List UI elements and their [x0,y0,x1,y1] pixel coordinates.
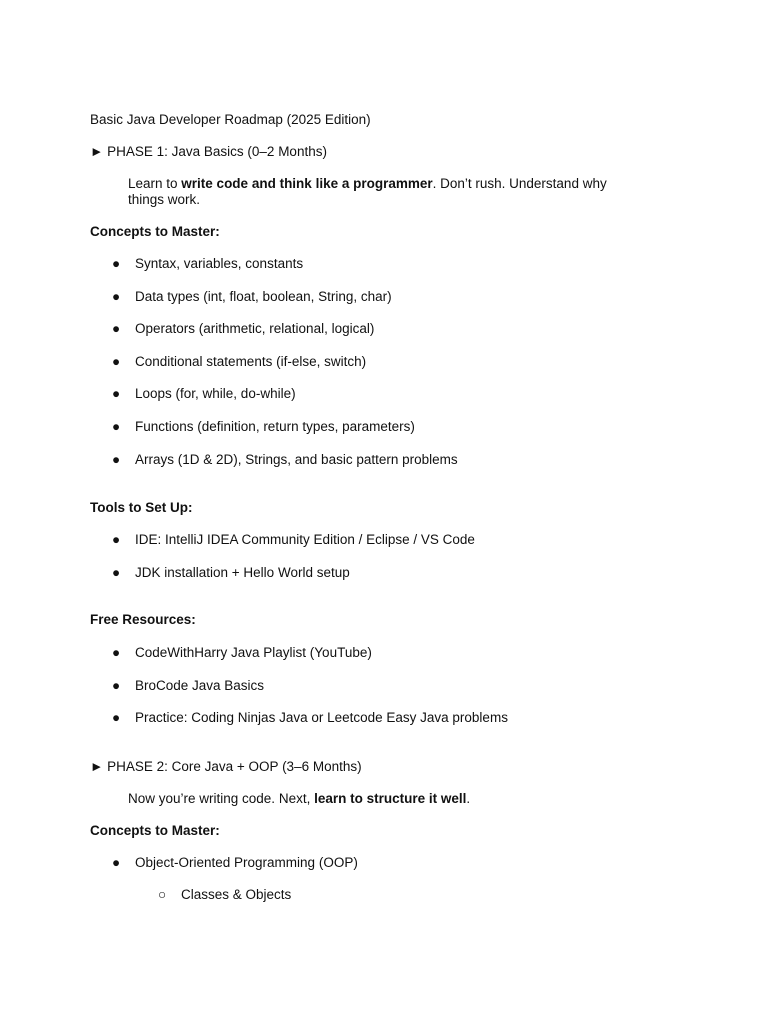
bullet-icon: ● [112,256,121,271]
bullet-icon: ● [112,419,121,434]
sub-bullet-icon: ○ [158,887,167,902]
bullet-icon: ● [112,386,121,401]
phase1-intro-post: . Don’t rush. Understand why things work. [128,176,607,207]
phase1-tools-heading: Tools to Set Up: [90,500,193,515]
list-item: IDE: IntelliJ IDEA Community Edition / Eclipse / VS Code [135,532,475,547]
bullet-icon: ● [112,532,121,547]
list-item: Functions (definition, return types, parameters) [135,419,415,434]
phase2-intro-pre: Now you’re writing code. Next, [128,791,315,806]
phase1-resources-heading: Free Resources: [90,612,196,627]
list-item: Data types (int, float, boolean, String, char) [135,289,392,304]
list-item: Loops (for, while, do-while) [135,386,296,401]
list-item: BroCode Java Basics [135,678,265,693]
list-item: Object-Oriented Programming (OOP) [135,855,358,870]
bullet-icon: ● [112,645,121,660]
bullet-icon: ● [112,354,121,369]
phase1-heading: ► PHASE 1: Java Basics (0–2 Months) [90,144,327,159]
phase2-heading: ► PHASE 2: Core Java + OOP (3–6 Months) [90,759,362,774]
phase1-intro [128,176,628,208]
bullet-icon: ● [112,678,121,693]
phase2-intro-bold: learn to structure it well [314,791,467,806]
list-item: JDK installation + Hello World setup [135,565,350,580]
list-item: Operators (arithmetic, relational, logical) [135,321,375,336]
list-item: Arrays (1D & 2D), Strings, and basic pattern problems [135,452,458,467]
bullet-icon: ● [112,710,121,725]
document-title: Basic Java Developer Roadmap (2025 Edition) [90,112,371,127]
list-item: Syntax, variables, constants [135,256,304,271]
list-item: Conditional statements (if-else, switch) [135,354,367,369]
bullet-icon: ● [112,565,121,580]
phase1-intro-bold: write code and think like a programmer [181,176,433,191]
phase2-intro-post: . [466,791,471,806]
phase2-intro [128,791,470,807]
list-item: CodeWithHarry Java Playlist (YouTube) [135,645,372,660]
bullet-icon: ● [112,289,121,304]
list-item: Practice: Coding Ninjas Java or Leetcode Easy Java problems [135,710,508,725]
bullet-icon: ● [112,321,121,336]
bullet-icon: ● [112,855,121,870]
phase2-concepts-heading: Concepts to Master: [90,823,220,838]
phase1-concepts-heading: Concepts to Master: [90,224,220,239]
phase1-intro-pre: Learn to [128,176,182,191]
bullet-icon: ● [112,452,121,467]
sub-list-item: Classes & Objects [181,887,292,902]
